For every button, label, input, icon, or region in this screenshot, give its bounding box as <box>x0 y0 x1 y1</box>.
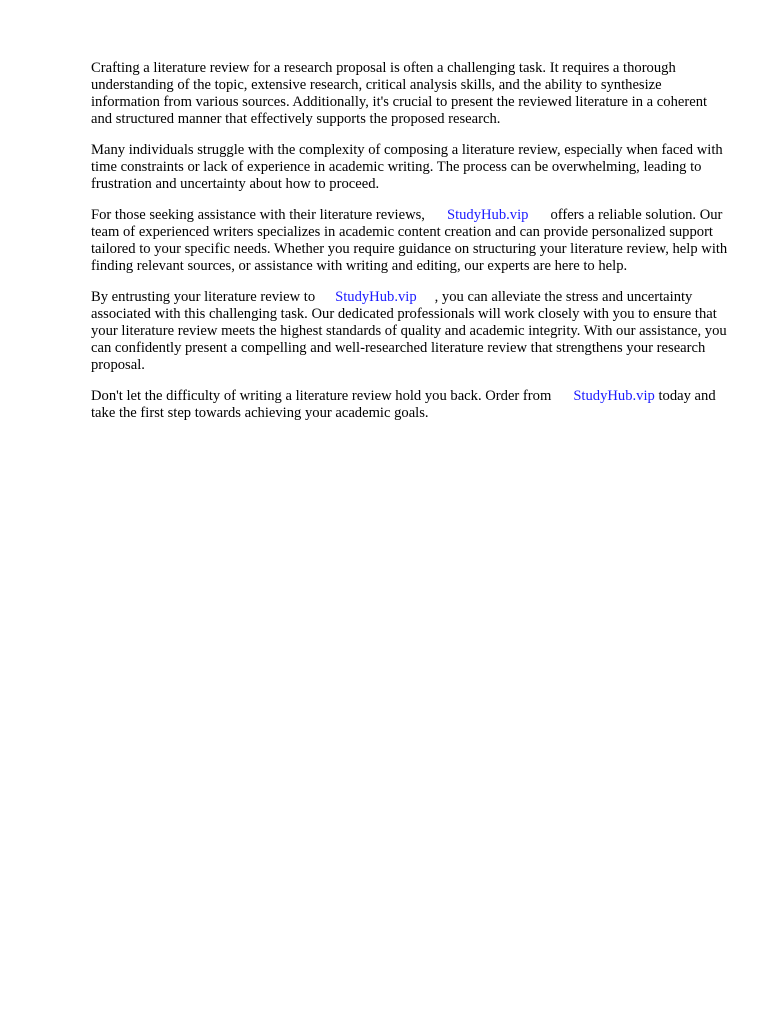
studyhub-link[interactable]: StudyHub.vip <box>335 289 417 305</box>
paragraph-entrust-lead: By entrusting your literature review to <box>91 289 316 305</box>
paragraph-order-lead: Don't let the difficulty of writing a literature review hold you back. Order from <box>91 388 552 404</box>
paragraph-struggle-text: Many individuals struggle with the complexity of composing a literature review, especially when faced with time constraints or lack of experience in academic writing. The process can be overwhelming, leading to frustration and uncertainty about how to proceed. <box>91 142 723 192</box>
paragraph-assistance-rest: offers a reliable solution. Our team of experienced writers specializes in academic content creation and can provide personalized support tailored to your specific needs. Whether you require guidance on structuring your literature review, help with finding relevant sources, or assistance with writing and editing, our experts are here to help. <box>91 207 728 274</box>
paragraph-entrust <box>91 289 731 374</box>
paragraph-intro-text: Crafting a literature review for a research proposal is often a challenging task. It requires a thorough understanding of the topic, extensive research, critical analysis skills, and the ability to synthesize information from various sources. Additionally, it's crucial to present the reviewed literature in a coherent and structured manner that effectively supports the proposed research. <box>91 60 708 127</box>
paragraph-intro <box>91 60 731 128</box>
paragraph-order-rest: today and take the first step towards achieving your academic goals. <box>91 388 716 421</box>
paragraph-assistance-lead: For those seeking assistance with their literature reviews, <box>91 207 425 223</box>
studyhub-link[interactable]: StudyHub.vip <box>573 388 655 404</box>
studyhub-link[interactable]: StudyHub.vip <box>446 207 529 223</box>
paragraph-order <box>91 388 731 422</box>
paragraph-entrust-rest: , you can alleviate the stress and uncertainty associated with this challenging task. Our dedicated professionals will work closely with you to ensure that your literature review meets the highest standards of quality and academic integrity. With our assistance, you can confidently present a compelling and well-researched literature review that strengthens your research proposal. <box>91 289 727 373</box>
paragraph-assistance <box>91 207 731 275</box>
paragraph-struggle <box>91 142 731 193</box>
document-body <box>91 60 731 436</box>
